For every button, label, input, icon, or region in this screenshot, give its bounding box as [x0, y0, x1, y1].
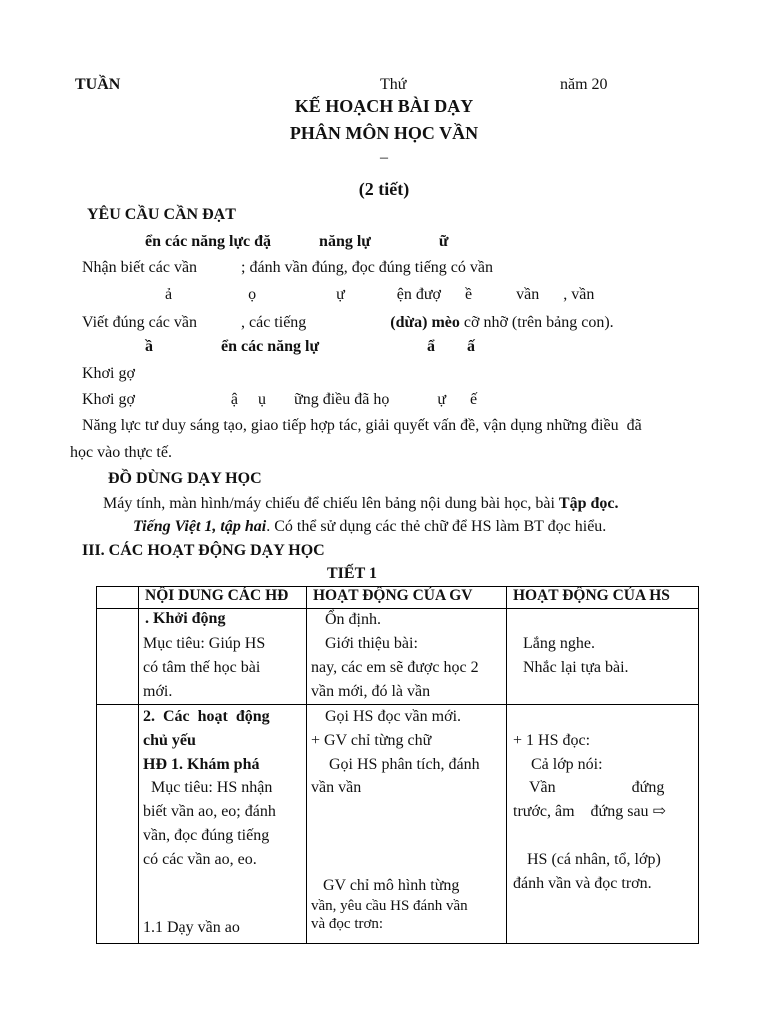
student-text: trước, âm đứng sau ⇨ [513, 803, 666, 820]
content-text: . Khởi động [145, 610, 226, 627]
content-text: có tâm thế học bài [143, 659, 261, 676]
content-cell [139, 705, 307, 944]
activities-table [96, 586, 699, 944]
teacher-text: và đọc trơn: [311, 916, 384, 932]
table-row [97, 705, 699, 944]
teacher-text: nay, các em sẽ được học 2 [311, 659, 479, 676]
student-text: Nhắc lại tựa bài. [523, 659, 629, 676]
teacher-text: vần vần [311, 779, 362, 796]
content-text: vần, đọc đúng tiếng [143, 827, 270, 844]
student-text: Vần đứng [529, 779, 665, 796]
content-text: HĐ 1. Khám phá [143, 756, 260, 773]
requirement-line-3: Viết đúng các vần , các tiếng (dừa) mèo cỡ nhỡ (trên bảng con). [82, 314, 614, 331]
student-text: Lắng nghe. [523, 635, 595, 652]
year-label: năm 20 [560, 76, 608, 93]
requirement-line-6: Năng lực tư duy sáng tạo, giao tiếp hợp tác, giải quyết vấn đề, vận dụng những điều đã [82, 417, 642, 434]
teacher-cell [307, 609, 507, 705]
content-text: mới. [143, 683, 173, 700]
table-header-row [97, 587, 699, 609]
materials-line-2: Tiếng Việt 1, tập hai. Có thể sử dụng các thẻ chữ để HS làm BT đọc hiểu. [133, 518, 607, 535]
day-label: Thứ [380, 76, 407, 93]
student-cell [507, 609, 699, 705]
content-text: 1.1 Dạy vần ao [143, 919, 240, 936]
requirement-line-1: Nhận biết các vần ; đánh vần đúng, đọc đúng tiếng có vần [82, 259, 493, 276]
column-header-teacher: HOẠT ĐỘNG CỦA GV [307, 587, 507, 609]
teacher-text: Ổn định. [325, 611, 381, 628]
blank-cell [97, 705, 139, 944]
title-dash: – [380, 149, 388, 166]
teacher-text: Gọi HS phân tích, đánh [329, 756, 480, 773]
week-label: TUẦN [75, 76, 121, 93]
content-text: Mục tiêu: Giúp HS [143, 635, 266, 652]
blank-header-cell [97, 587, 139, 609]
student-text: Cả lớp nói: [531, 756, 603, 773]
teacher-cell [307, 705, 507, 944]
materials-heading: ĐỒ DÙNG DẠY HỌC [108, 470, 262, 487]
table-row [97, 609, 699, 705]
requirements-subheading-1: ển các năng lực đặ năng lự ữ [145, 233, 449, 250]
blank-cell [97, 609, 139, 705]
materials-line-1: Máy tính, màn hình/máy chiếu để chiếu lên bảng nội dung bài học, bài Tập đọc. [103, 495, 619, 512]
student-text: HS (cá nhân, tổ, lớp) [527, 851, 661, 868]
subject-title: PHÂN MÔN HỌC VẦN [289, 123, 479, 143]
teacher-text: Giới thiệu bài: [325, 635, 418, 652]
content-text: có các vần ao, eo. [143, 851, 257, 868]
content-text: 2. Các hoạt động [143, 708, 270, 725]
teacher-text: vần, yêu cầu HS đánh vần [311, 898, 468, 914]
content-text: chủ yếu [143, 732, 196, 749]
student-text: đánh vần và đọc trơn. [513, 875, 652, 892]
teacher-text: Gọi HS đọc vần mới. [325, 708, 462, 725]
session-label: TIẾT 1 [327, 565, 377, 582]
teacher-text: + GV chỉ từng chữ [311, 732, 432, 749]
student-cell [507, 705, 699, 944]
requirement-line-2: ả ọ ự ện đượ ề vần , vần [165, 286, 595, 303]
column-header-student: HOẠT ĐỘNG CỦA HS [507, 587, 699, 609]
teacher-text: vần mới, đó là vần [311, 683, 431, 700]
requirement-line-4: Khơi gợ [82, 365, 135, 382]
student-text: + 1 HS đọc: [513, 732, 591, 749]
lesson-plan-title: KẾ HOẠCH BÀI DẠY [294, 96, 474, 116]
activities-heading: III. CÁC HOẠT ĐỘNG DẠY HỌC [82, 542, 325, 559]
requirement-line-7: học vào thực tế. [70, 444, 172, 461]
requirements-subheading-2: ầ ển các năng lự ẩ ấ [145, 338, 476, 355]
periods-label: (2 tiết) [358, 179, 410, 199]
content-text: Mục tiêu: HS nhận [151, 779, 273, 796]
requirement-line-5: Khơi gợ ậ ụ ững điều đã họ ự ế [82, 391, 478, 408]
teacher-text: GV chỉ mô hình từng [323, 877, 460, 894]
content-cell [139, 609, 307, 705]
column-header-content: NỘI DUNG CÁC HĐ [139, 587, 307, 609]
content-text: biết vần ao, eo; đánh [143, 803, 276, 820]
requirements-heading: YÊU CẦU CẦN ĐẠT [87, 206, 236, 223]
